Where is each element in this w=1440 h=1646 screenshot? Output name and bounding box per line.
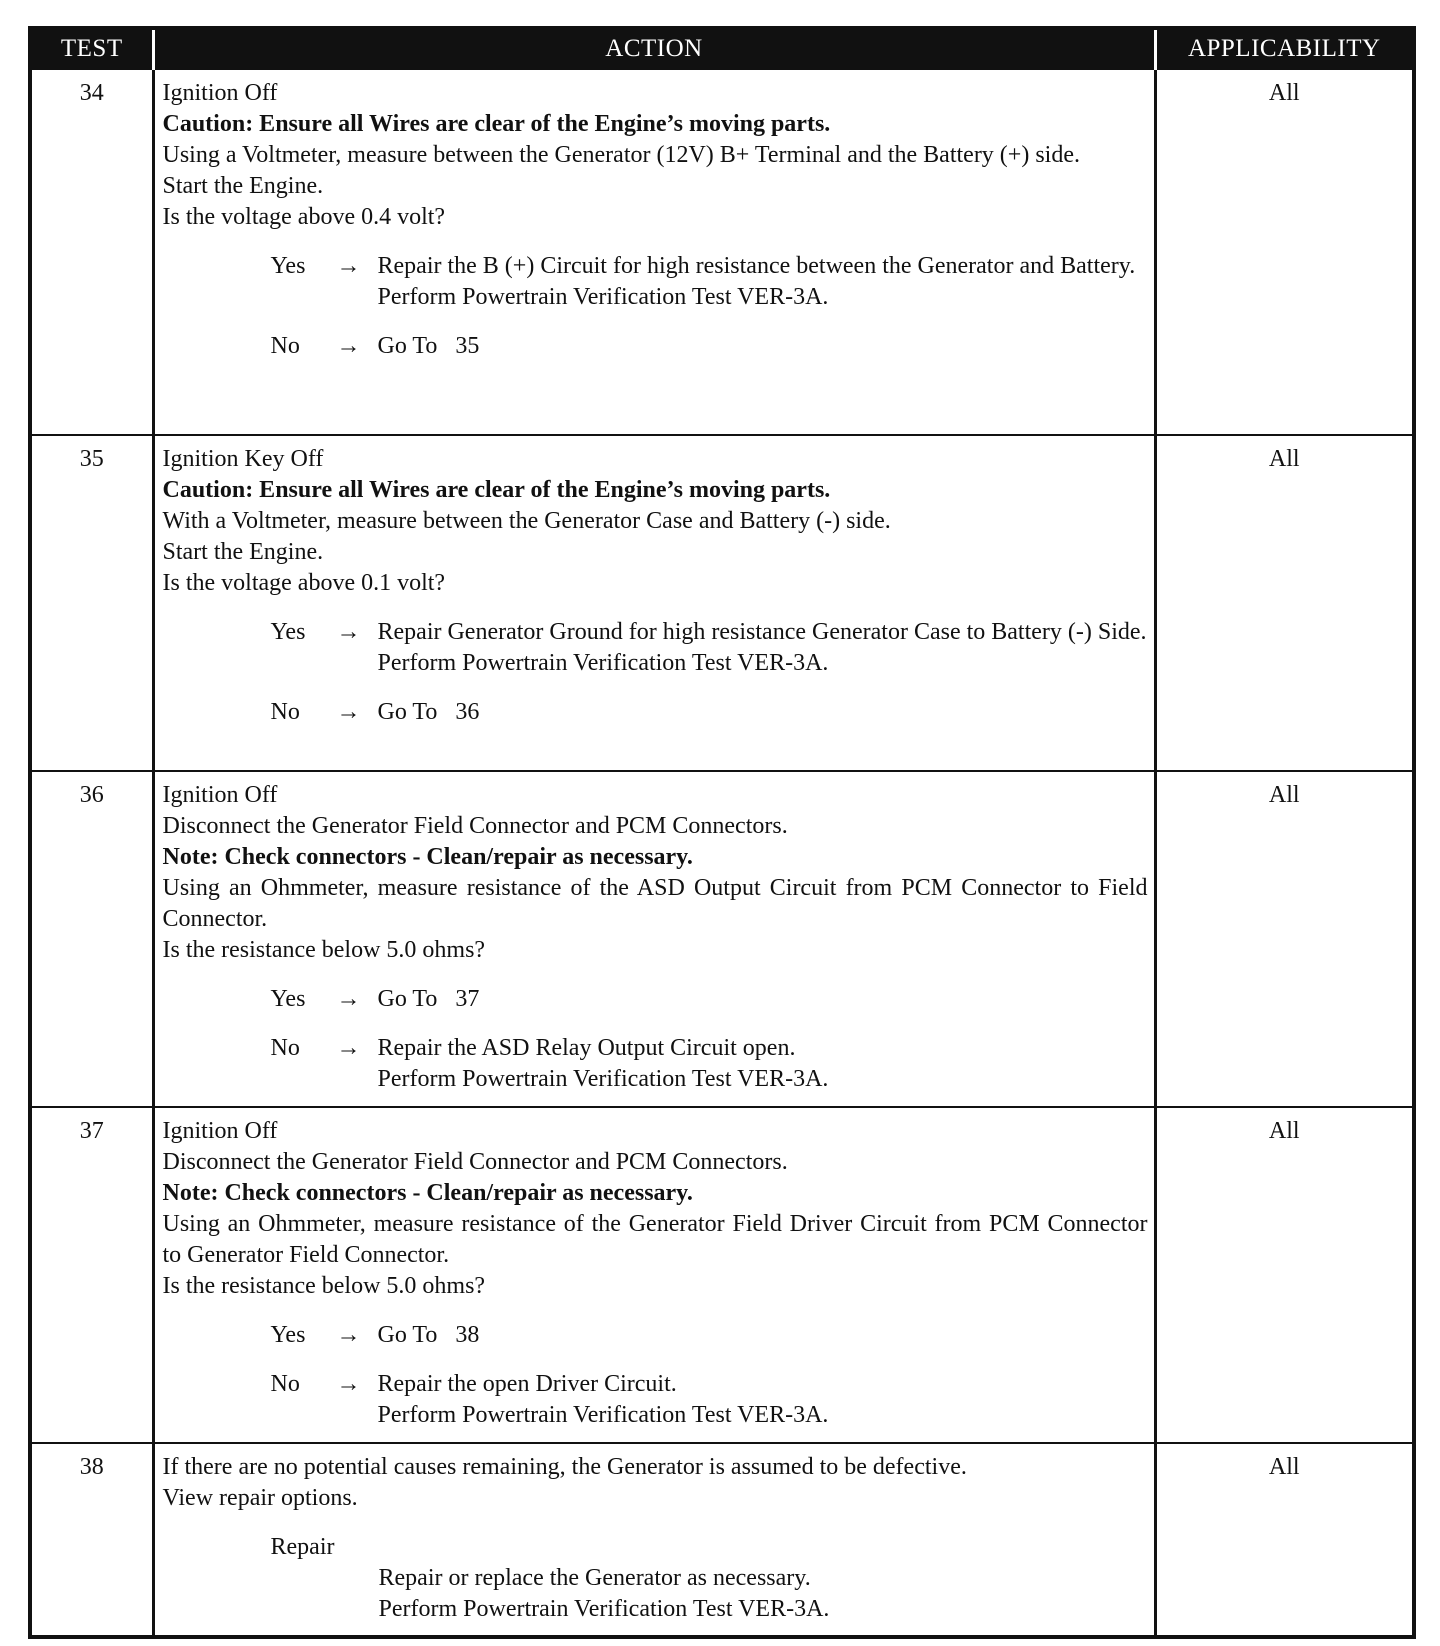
applicability-value: All: [1155, 771, 1414, 1107]
no-detail-line: Perform Powertrain Verification Test VER-3A.: [377, 1066, 829, 1092]
diagnostic-page: [28, 26, 1412, 1639]
no-detail: [378, 1033, 1148, 1095]
table-header-row: [30, 28, 1414, 69]
test-number: 35: [30, 435, 153, 771]
yes-detail-line: Perform Powertrain Verification Test VER-3A.: [377, 650, 829, 676]
action-line: Ignition Off: [162, 80, 278, 106]
action-line: Disconnect the Generator Field Connector and PCM Connectors.: [162, 813, 788, 839]
action-line: Start the Engine.: [162, 539, 324, 565]
no-detail: [378, 331, 1148, 362]
yes-detail: [378, 617, 1148, 679]
action-line: Ignition Off: [162, 1118, 278, 1144]
note-text: Note: Check connectors - Clean/repair as necessary.: [162, 844, 693, 870]
action-line: Disconnect the Generator Field Connector and PCM Connectors.: [162, 1149, 788, 1175]
no-outcome: [271, 1369, 1148, 1431]
no-detail: [378, 697, 1148, 728]
yes-label: Yes: [270, 986, 306, 1012]
applicability-value: All: [1155, 1443, 1414, 1637]
arrow-icon: →: [336, 619, 361, 645]
arrow-icon: →: [336, 986, 361, 1012]
yes-outcome: [271, 617, 1148, 679]
no-label: No: [270, 1371, 300, 1397]
yes-label: Yes: [270, 253, 306, 279]
action-line: Using a Voltmeter, measure between the Generator (12V) B+ Terminal and the Battery (+) side.: [162, 142, 1080, 168]
no-detail-line: Perform Powertrain Verification Test VER-3A.: [377, 1402, 829, 1428]
yes-detail: [378, 984, 1148, 1015]
yes-outcome: [271, 251, 1148, 313]
action-line: With a Voltmeter, measure between the Generator Case and Battery (-) side.: [162, 508, 891, 534]
action-cell: [153, 771, 1155, 1107]
action-line: View repair options.: [162, 1485, 358, 1511]
repair-detail-line: Perform Powertrain Verification Test VER-3A.: [378, 1596, 830, 1622]
applicability-value: All: [1155, 1107, 1414, 1443]
applicability-value: All: [1155, 435, 1414, 771]
arrow-icon: →: [336, 1322, 361, 1348]
diagnostic-test-table: [28, 26, 1416, 1639]
yes-detail-line: Perform Powertrain Verification Test VER-3A.: [377, 284, 829, 310]
applicability-value: All: [1155, 69, 1414, 435]
yes-outcome: [271, 1320, 1148, 1351]
question-text: Is the voltage above 0.1 volt?: [162, 570, 446, 596]
no-label: No: [270, 333, 300, 359]
header-test: TEST: [30, 28, 153, 69]
test-number: 38: [30, 1443, 153, 1637]
no-detail-line: Go To 36: [377, 699, 480, 725]
repair-detail: [379, 1563, 1148, 1625]
table-row: [30, 771, 1414, 1107]
test-number: 34: [30, 69, 153, 435]
no-detail-line: Go To 35: [377, 333, 480, 359]
no-outcome: [271, 331, 1148, 362]
yes-detail-line: Repair the B (+) Circuit for high resistance between the Generator and Battery.: [377, 253, 1136, 279]
no-label: No: [270, 699, 300, 725]
table-row: [30, 435, 1414, 771]
action-cell: [153, 69, 1155, 435]
action-cell: [153, 435, 1155, 771]
action-line: Using an Ohmmeter, measure resistance of the Generator Field Driver Circuit from PCM Connector to Generator Field Connector.: [162, 1211, 1148, 1268]
no-detail-line: Repair the ASD Relay Output Circuit open.: [377, 1035, 796, 1061]
yes-detail: [378, 1320, 1148, 1351]
repair-label: Repair: [270, 1534, 335, 1560]
yes-detail-line: Go To 37: [377, 986, 480, 1012]
note-text: Note: Check connectors - Clean/repair as necessary.: [162, 1180, 693, 1206]
question-text: Is the resistance below 5.0 ohms?: [162, 937, 486, 963]
yes-detail-line: Repair Generator Ground for high resistance Generator Case to Battery (-) Side.: [377, 619, 1147, 645]
question-text: Is the voltage above 0.4 volt?: [162, 204, 446, 230]
no-outcome: [271, 697, 1148, 728]
test-number: 37: [30, 1107, 153, 1443]
arrow-icon: →: [336, 1371, 361, 1397]
arrow-icon: →: [336, 1035, 361, 1061]
action-line: If there are no potential causes remaining, the Generator is assumed to be defective.: [162, 1454, 967, 1480]
yes-label: Yes: [270, 619, 306, 645]
table-row: [30, 1443, 1414, 1637]
no-label: No: [270, 1035, 300, 1061]
action-cell: [153, 1107, 1155, 1443]
repair-option: [271, 1532, 1148, 1625]
no-detail: [378, 1369, 1148, 1431]
question-text: Is the resistance below 5.0 ohms?: [162, 1273, 486, 1299]
action-line: Using an Ohmmeter, measure resistance of the ASD Output Circuit from PCM Connector to Field Connector.: [162, 875, 1148, 932]
table-row: [30, 1107, 1414, 1443]
action-line: Ignition Off: [162, 782, 278, 808]
header-applicability: APPLICABILITY: [1155, 28, 1414, 69]
repair-detail-line: Repair or replace the Generator as necessary.: [378, 1565, 811, 1591]
caution-text: Caution: Ensure all Wires are clear of the Engine’s moving parts.: [162, 111, 831, 137]
yes-detail: [378, 251, 1148, 313]
test-number: 36: [30, 771, 153, 1107]
header-action: ACTION: [153, 28, 1155, 69]
caution-text: Caution: Ensure all Wires are clear of the Engine’s moving parts.: [162, 477, 831, 503]
table-row: [30, 69, 1414, 435]
yes-outcome: [271, 984, 1148, 1015]
yes-detail-line: Go To 38: [377, 1322, 480, 1348]
no-outcome: [271, 1033, 1148, 1095]
arrow-icon: →: [336, 253, 361, 279]
arrow-icon: →: [336, 699, 361, 725]
arrow-icon: →: [336, 333, 361, 359]
action-line: Start the Engine.: [162, 173, 324, 199]
yes-label: Yes: [270, 1322, 306, 1348]
action-cell: [153, 1443, 1155, 1637]
no-detail-line: Repair the open Driver Circuit.: [377, 1371, 677, 1397]
action-line: Ignition Key Off: [162, 446, 324, 472]
